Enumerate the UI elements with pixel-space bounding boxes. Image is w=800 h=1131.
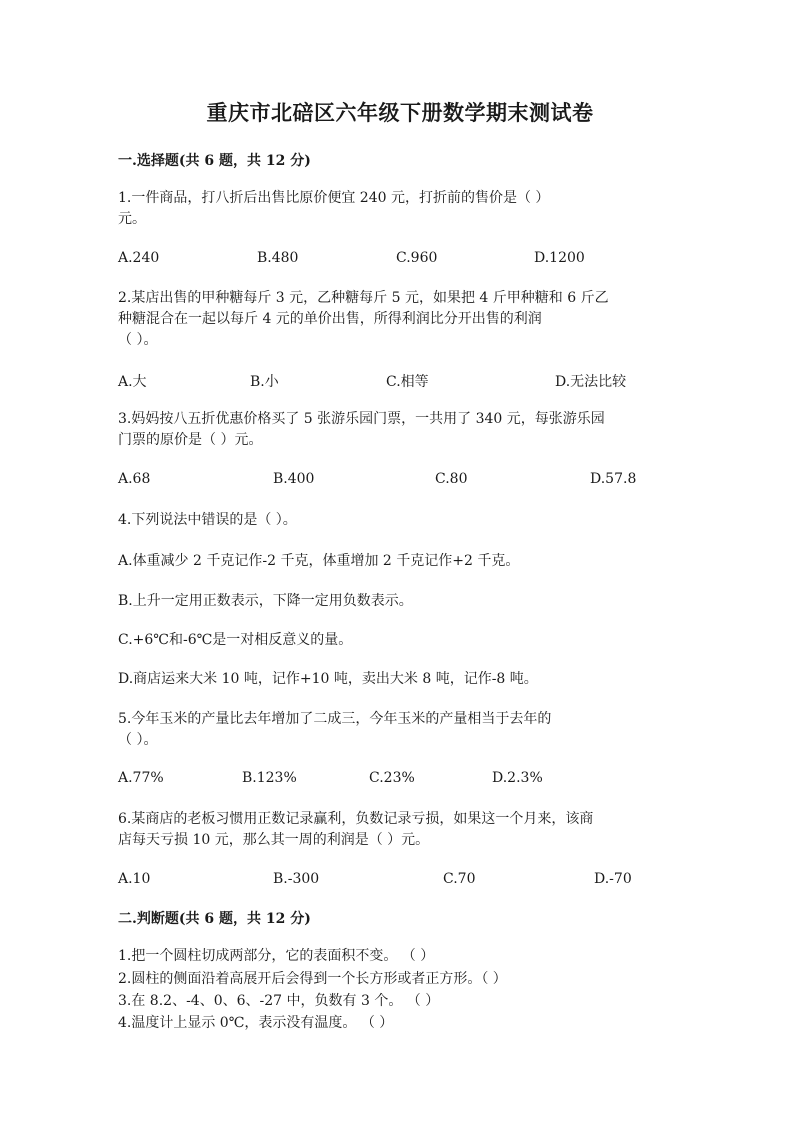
option-a: A.10	[118, 871, 151, 887]
option-c: C.70	[443, 871, 476, 887]
question-5-line-2: （ ）。	[118, 732, 158, 748]
true-false-item-3: 3.在 8.2、-4、0、6、-27 中，负数有 3 个。 （ ）	[118, 993, 440, 1009]
option-d: D.-70	[594, 871, 632, 887]
question-4-line-1: 4.下列说法中错误的是（ ）。	[118, 512, 297, 528]
question-3-options	[0, 471, 800, 491]
option-d: D.57.8	[590, 471, 637, 487]
option-c: C.80	[435, 471, 468, 487]
option-d: D.无法比较	[555, 374, 627, 390]
option-b: B.480	[257, 250, 299, 266]
statement-b: B.上升一定用正数表示，下降一定用负数表示。	[118, 593, 413, 609]
question-4-statement-d	[118, 669, 678, 690]
question-6-line-1: 6.某商店的老板习惯用正数记录赢利，负数记录亏损，如果这一个月来，该商	[118, 811, 594, 827]
question-6	[118, 809, 678, 851]
true-false-item-1: 1.把一个圆柱切成两部分，它的表面积不变。 （ ）	[118, 948, 435, 964]
option-c: C.相等	[386, 374, 429, 390]
option-c: C.23%	[369, 770, 415, 786]
option-a: A.68	[118, 471, 151, 487]
statement-a: A.体重减少 2 千克记作-2 千克，体重增加 2 千克记作+2 千克。	[118, 553, 520, 569]
option-b: B.-300	[273, 871, 320, 887]
option-a: A.大	[118, 374, 147, 390]
question-4-statement-c	[118, 630, 678, 651]
question-3-line-2: 门票的原价是（ ）元。	[118, 432, 263, 448]
section-heading-true-false: 二.判断题(共 6 题，共 12 分)	[118, 911, 311, 927]
question-2-line-2: 种糖混合在一起以每斤 4 元的单价出售，所得利润比分开出售的利润	[118, 311, 542, 327]
question-1-options	[0, 250, 800, 270]
statement-c: C.+6℃和-6℃是一对相反意义的量。	[118, 632, 353, 648]
question-6-line-2: 店每天亏损 10 元，那么其一周的利润是（ ）元。	[118, 832, 430, 848]
question-2-options	[0, 371, 800, 391]
option-b: B.400	[273, 471, 315, 487]
question-2-line-3: （ ）。	[118, 332, 158, 348]
option-c: C.960	[396, 250, 438, 266]
question-2-line-1: 2.某店出售的甲种糖每斤 3 元，乙种糖每斤 5 元，如果把 4 斤甲种糖和 6 斤乙	[118, 290, 609, 306]
question-6-options	[0, 871, 800, 891]
question-4-statement-a	[118, 551, 678, 572]
question-5	[118, 709, 678, 751]
question-3-line-1: 3.妈妈按八五折优惠价格买了 5 张游乐园门票，一共用了 340 元，每张游乐园	[118, 411, 605, 427]
option-d: D.1200	[534, 250, 585, 266]
true-false-item-2: 2.圆柱的侧面沿着高展开后会得到一个长方形或者正方形。（ ）	[118, 971, 507, 987]
question-4	[118, 510, 678, 531]
question-1	[118, 188, 678, 230]
question-1-line-1: 1.一件商品，打八折后出售比原价便宜 240 元，打折前的售价是（ ）	[118, 190, 550, 206]
section-heading-multiple-choice: 一.选择题(共 6 题，共 12 分)	[118, 153, 311, 169]
option-d: D.2.3%	[492, 770, 543, 786]
question-2	[118, 288, 678, 351]
page-title: 重庆市北碚区六年级下册数学期末测试卷	[206, 100, 594, 125]
question-5-options	[0, 770, 800, 790]
question-1-line-2: 元。	[118, 211, 146, 227]
statement-d: D.商店运来大米 10 吨，记作+10 吨，卖出大米 8 吨，记作-8 吨。	[118, 671, 538, 687]
question-4-statement-b	[118, 591, 678, 612]
question-5-line-1: 5.今年玉米的产量比去年增加了二成三，今年玉米的产量相当于去年的	[118, 711, 552, 727]
option-a: A.77%	[118, 770, 164, 786]
option-b: B.123%	[242, 770, 297, 786]
option-b: B.小	[250, 374, 279, 390]
question-3	[118, 409, 678, 451]
option-a: A.240	[118, 250, 160, 266]
true-false-item-4: 4.温度计上显示 0℃，表示没有温度。 （ ）	[118, 1015, 394, 1031]
